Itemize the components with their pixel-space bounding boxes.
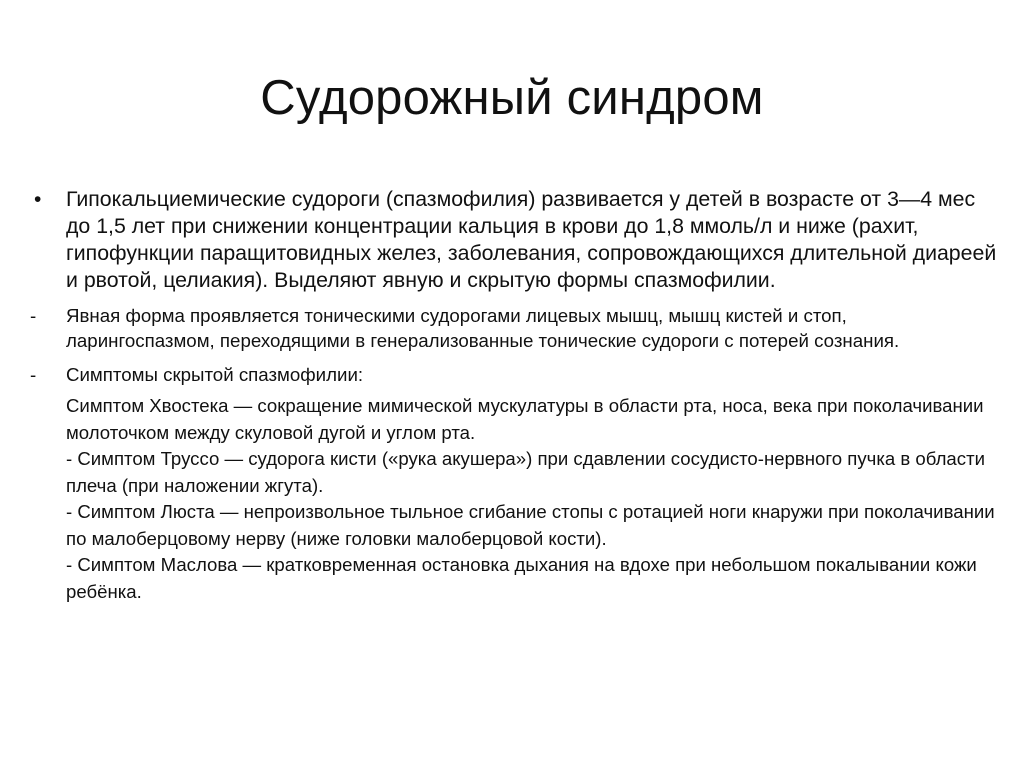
symptom-trousseau: - Симптом Труссо — судорога кисти («рука акушера») при сдавлении сосудисто-нервного пучка в области плеча (при наложении жгута). [66,448,985,496]
bullet-text: Гипокальциемические судороги (спазмофилия) развивается у детей в возрасте от 3—4 мес до 1,5 лет при снижении концентрации кальция в крови до 1,8 ммоль/л и ниже (рахит, гипофункции паращитовидных желез, заболевания, сопровождающихся длительной диареей и рвотой, целиакия). Выделяют явную и скрытую формы спазмофилии. [66,187,997,292]
symptom-chvostek: Симптом Хвостека — сокращение мимической мускулатуры в области рта, носа, века при поколачивании молоточком между скуловой дугой и углом рта. [66,395,984,443]
symptom-lust: - Симптом Люста — непроизвольное тыльное сгибание стопы с ротацией ноги кнаружи при поколачивании по малоберцовому нерву (ниже головки малоберцовой кости). [66,501,995,549]
dash-text: Явная форма проявляется тоническими судорогами лицевых мышц, мышц кистей и стоп, ларингоспазмом, переходящими в генерализованные тонические судороги с потерей сознания. [66,305,900,351]
slide-title: Судорожный синдром [260,71,764,125]
dash-item-latent-symptoms [30,362,1000,387]
slide-content [30,186,1000,605]
dash-marker: - [30,364,37,385]
dash-marker: - [30,305,37,326]
bullet-item-hypocalcemic [30,186,1000,294]
bullet-marker: • [34,188,42,211]
dash-item-explicit-form [30,303,1000,353]
dash-text: Симптомы скрытой спазмофилии: [66,364,364,385]
symptom-maslov: - Симптом Маслова — кратковременная остановка дыхания на вдохе при небольшом покалывании кожи ребёнка. [66,554,977,602]
symptom-list [30,393,1000,605]
